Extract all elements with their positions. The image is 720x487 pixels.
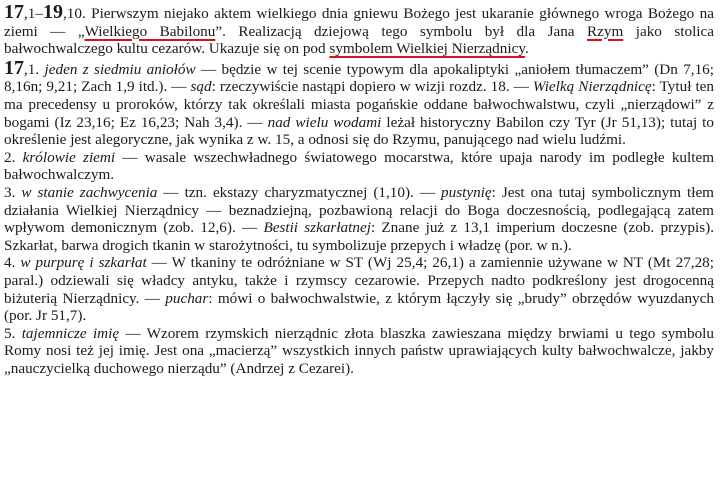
- footnote-3-text-1: — tzn. ekstazy charyzmatycznej (1,10). —: [157, 183, 442, 201]
- intro-text-2: ”. Realizacją dziejową tego symbolu był dla Jana: [215, 22, 588, 40]
- lemma-in-ecstasy: w stanie zachwycenia: [21, 183, 158, 201]
- highlight-great-babylon: Wielkiego Babilonu: [84, 22, 216, 40]
- lemma-purple-and-scarlet: w purpurę i szkarłat: [20, 254, 147, 272]
- highlight-rome: Rzym: [587, 22, 624, 40]
- footnote-5: [4, 325, 714, 378]
- footnote-4: [4, 254, 714, 324]
- verse-ref-end-rest: ,10.: [62, 5, 86, 22]
- lemma-many-waters: nad wielu wodami: [267, 113, 382, 131]
- footnote-1-text-3: : Tytuł ten ma precedensy u proroków, którzy tak określali miasta pogańskie oddane bałwochwalstwu, czyli „nierządowi” z bogami (Iz 23,16; Ez 16,23; Nah 3,4). —: [4, 78, 715, 131]
- footnote-3-text-2: : Jest ona tutaj symbolicznym tłem działania Wielkiej Nierządnicy — beznadziejną, pozbawioną relacji do Boga doczesnością, podlegającą zatem wpływom demonicznym (zob. 12,6). —: [4, 183, 714, 237]
- lemma-judgment: sąd: [190, 78, 212, 96]
- lemma-scarlet-beast: Bestii szkarłatnej: [263, 219, 371, 237]
- intro-paragraph: [4, 1, 714, 58]
- footnote-chapter-number: 17: [4, 56, 24, 79]
- lemma-one-of-seven-angels: jeden z siedmiu aniołów: [44, 60, 196, 78]
- lemma-desert: pustynię: [441, 183, 492, 201]
- footnote-1-text-2: : rzeczywiście nastąpi dopiero w wizji rozdz. 18. —: [211, 78, 533, 96]
- footnote-2-number: 2.: [4, 148, 23, 166]
- lemma-kings-of-earth: królowie ziemi: [22, 148, 116, 166]
- footnote-1-text-4: leżał historyczny Babilon czy Tyr (Jr 51,13); tutaj to określenie jest alegoryczne, jak wynika z w. 15, a odnosi się do Rzymu, panującego nad wielu ludźmi.: [4, 113, 714, 149]
- lemma-cup: puchar: [165, 289, 209, 307]
- verse-ref-end: 19: [42, 1, 63, 23]
- footnote-verse-number: ,1.: [24, 60, 45, 78]
- lemma-mysterious-name: tajemnicze imię: [21, 324, 120, 342]
- footnote-5-text: — Wzorem rzymskich nierządnic złota blaszka zawieszana między brwiami u tego symbolu Romy nosi też jej imię. Jest ona „macierzą” wszystkich innych państw uprawiających kulty bałwochwalcze, jakby „nauczycielką duchowego nierządu” (Andrzej z Cezarei).: [4, 324, 714, 377]
- footnote-4-text-1: — W tkaniny te odróżniane w ST (Wj 25,4; 26,1) a zamiennie używane w NT (Mt 27,28; paral.) odziewali się władcy antyku, także i rzymscy cezarowie. Przepych nadto podkreślony jest drogocenną biżuterią Nierządnicy. —: [4, 254, 714, 307]
- footnote-5-number: 5.: [4, 324, 22, 342]
- footnote-2-text: — wasale wszechwładnego światowego mocarstwa, które upaja narody im podległe kultem bałwochwalczym.: [4, 148, 715, 184]
- footnote-3-text-3: : Znane już z 13,1 imperium doczesne (zob. przypis). Szkarłat, barwa drogich tkanin w starożytności, tu symbolizuje przepych i władzę (por. w n.).: [4, 219, 715, 254]
- intro-text-4: .: [524, 40, 529, 58]
- footnote-4-text-2: : mówi o bałwochwalstwie, z którym łączyły się „brudy” obrzędów wyuzdanych (por. Jr 51,7).: [4, 289, 714, 325]
- lemma-great-harlot: Wielką Nierządnicę: [532, 78, 652, 96]
- intro-text-1: Pierwszym niejako aktem wielkiego dnia gniewu Bożego jest ukaranie głównego wroga Bożego na ziemi — „: [4, 5, 714, 40]
- footnote-3-number: 3.: [4, 183, 22, 201]
- footnote-1-text-1: — będzie w tej scenie typowym dla apokaliptyki „aniołem tłumaczem” (Dn 7,16; 8,16n; 9,21; Zach 1,9 itd.). —: [4, 60, 714, 96]
- intro-text-3: jako stolica bałwochwalczego kultu cezarów. Ukazuje się on pod: [4, 22, 714, 58]
- footnote-3: [4, 184, 714, 254]
- footnote-1: [4, 56, 715, 149]
- footnote-2: [4, 149, 714, 184]
- verse-ref-start-rest: ,1–: [24, 5, 43, 22]
- highlight-great-harlot: symbolem Wielkiej Nierządnicy: [329, 40, 525, 58]
- footnote-4-number: 4.: [4, 254, 21, 272]
- verse-ref-start: 17: [4, 1, 24, 23]
